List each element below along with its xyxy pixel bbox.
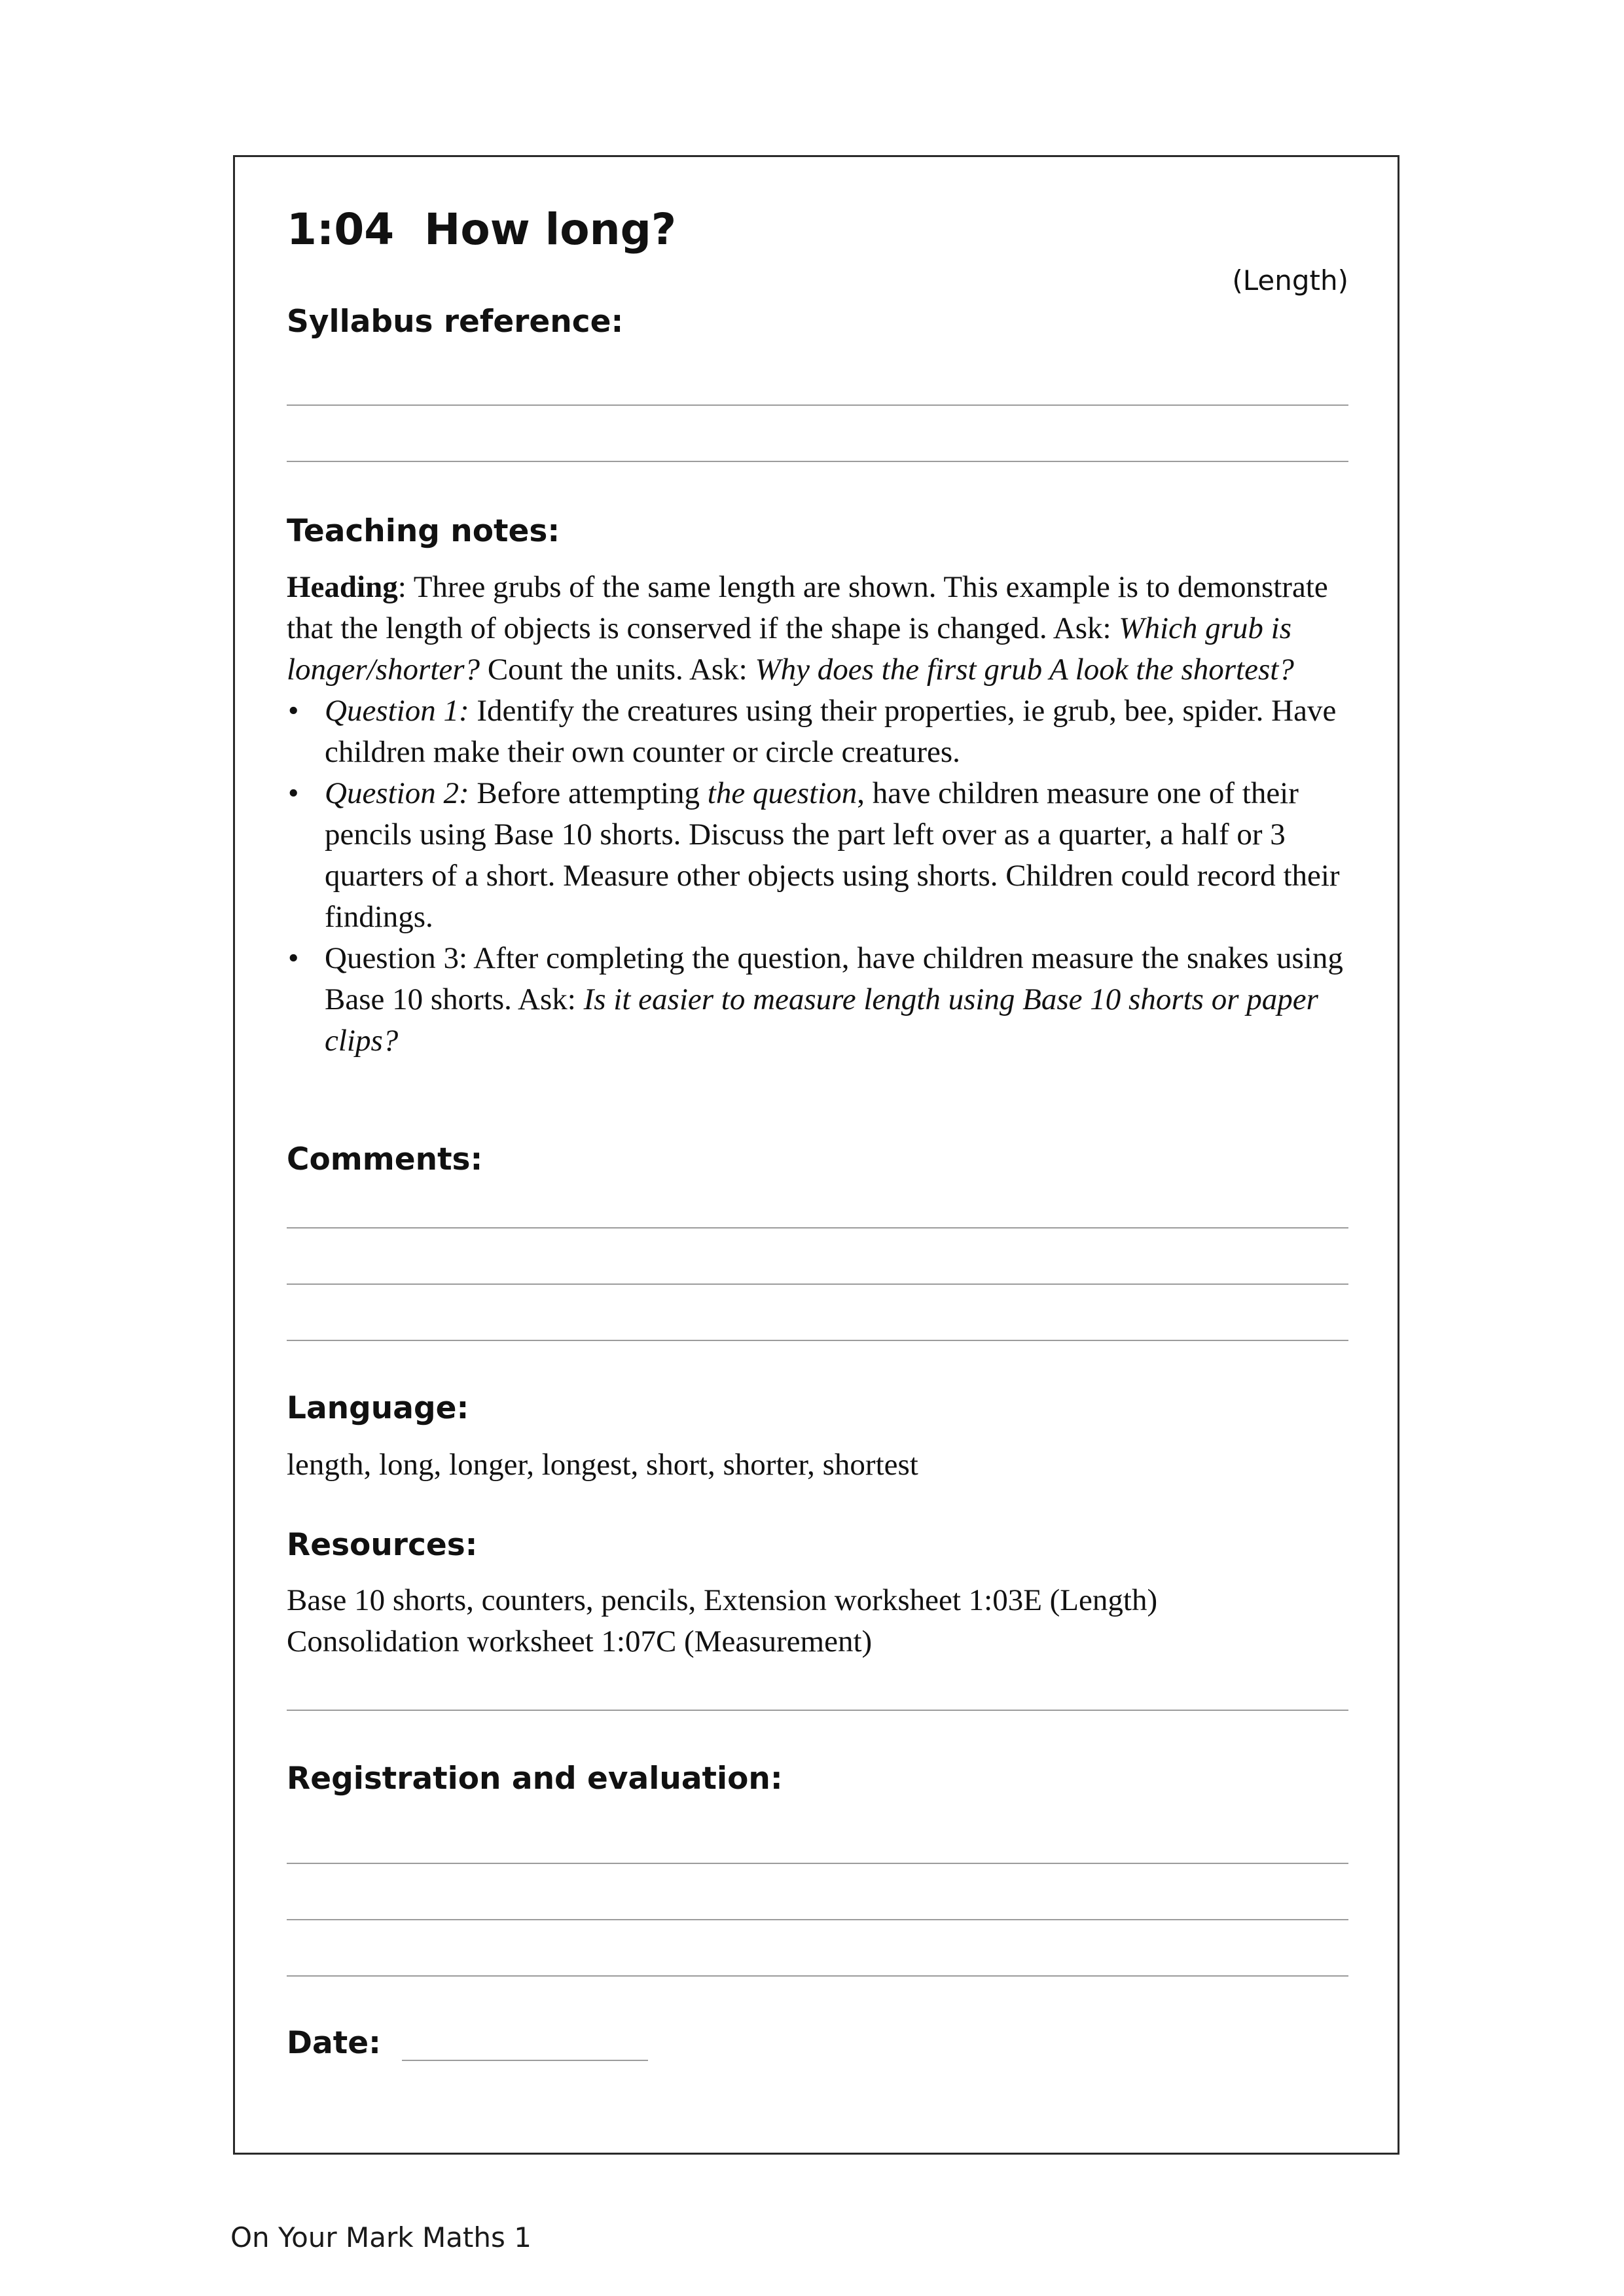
bullet-point: • xyxy=(288,941,299,975)
page-title: 1:04 How long? xyxy=(287,204,677,255)
list-item-emphasis: the question xyxy=(707,776,857,810)
syllabus-write-line-1[interactable] xyxy=(287,404,1348,406)
list-item xyxy=(287,691,1360,773)
question-label: Question 1: xyxy=(325,694,469,728)
resources-text xyxy=(287,1580,1360,1662)
resources-line: Consolidation worksheet 1:07C (Measurement) xyxy=(287,1624,873,1659)
list-item xyxy=(287,773,1360,938)
registration-write-line-1[interactable] xyxy=(287,1863,1348,1864)
language-heading: Language: xyxy=(287,1390,469,1426)
list-item-text: Identify the creatures using their properties, ie grub, bee, spider. Have children make their own counter or circle creatures. xyxy=(325,694,1337,769)
list-item xyxy=(287,938,1360,1062)
topic-label: (Length) xyxy=(1232,264,1348,296)
intro-text: : Three grubs of the same length are shown. This example is to demonstrate that the length of objects is conserved if the shape is changed. Ask: xyxy=(287,570,1328,645)
date-label: Date: xyxy=(287,2025,381,2061)
page-footer: On Your Mark Maths 1 xyxy=(230,2221,532,2253)
resources-write-line[interactable] xyxy=(287,1710,1348,1711)
list-item-text: Question 3: After completing the question, have children measure the snakes using Base 10 shorts. Ask: xyxy=(325,941,1343,1016)
resources-heading: Resources: xyxy=(287,1527,478,1563)
syllabus-heading: Syllabus reference: xyxy=(287,304,624,340)
resources-line: Base 10 shorts, counters, pencils, Extension worksheet 1:03E (Length) xyxy=(287,1583,1158,1617)
teaching-notes-list xyxy=(287,691,1360,1062)
comments-write-line-1[interactable] xyxy=(287,1227,1348,1229)
registration-write-line-3[interactable] xyxy=(287,1975,1348,1977)
list-item-emphasis: Is it easier to measure length using Base 10 shorts or paper clips? xyxy=(325,982,1318,1058)
bullet-point: • xyxy=(288,694,299,728)
intro-heading-word: Heading xyxy=(287,570,398,604)
teaching-notes-intro xyxy=(287,567,1360,691)
comments-heading: Comments: xyxy=(287,1141,483,1177)
question-label: Question 2: xyxy=(325,776,469,810)
list-item-text: , have children measure one of their pencils using Base 10 shorts. Discuss the part left over as a quarter, a half or 3 quarters of a short. Measure other objects using shorts. Children could record their findings. xyxy=(325,776,1340,934)
registration-heading: Registration and evaluation: xyxy=(287,1761,783,1797)
teaching-notes-body xyxy=(287,567,1360,1062)
registration-write-line-2[interactable] xyxy=(287,1919,1348,1920)
intro-question: Why does the first grub A look the shortest? xyxy=(755,653,1294,687)
bullet-point: • xyxy=(288,776,299,810)
date-write-line[interactable] xyxy=(402,2060,648,2061)
comments-write-line-3[interactable] xyxy=(287,1340,1348,1341)
comments-write-line-2[interactable] xyxy=(287,1283,1348,1285)
language-text: length, long, longer, longest, short, shorter, shortest xyxy=(287,1448,918,1482)
list-item-text: Before attempting xyxy=(469,776,708,810)
syllabus-write-line-2[interactable] xyxy=(287,461,1348,462)
intro-text: Count the units. Ask: xyxy=(480,653,755,687)
intro-question: Which grub is longer/shorter? xyxy=(287,611,1292,687)
teaching-notes-heading: Teaching notes: xyxy=(287,513,560,549)
